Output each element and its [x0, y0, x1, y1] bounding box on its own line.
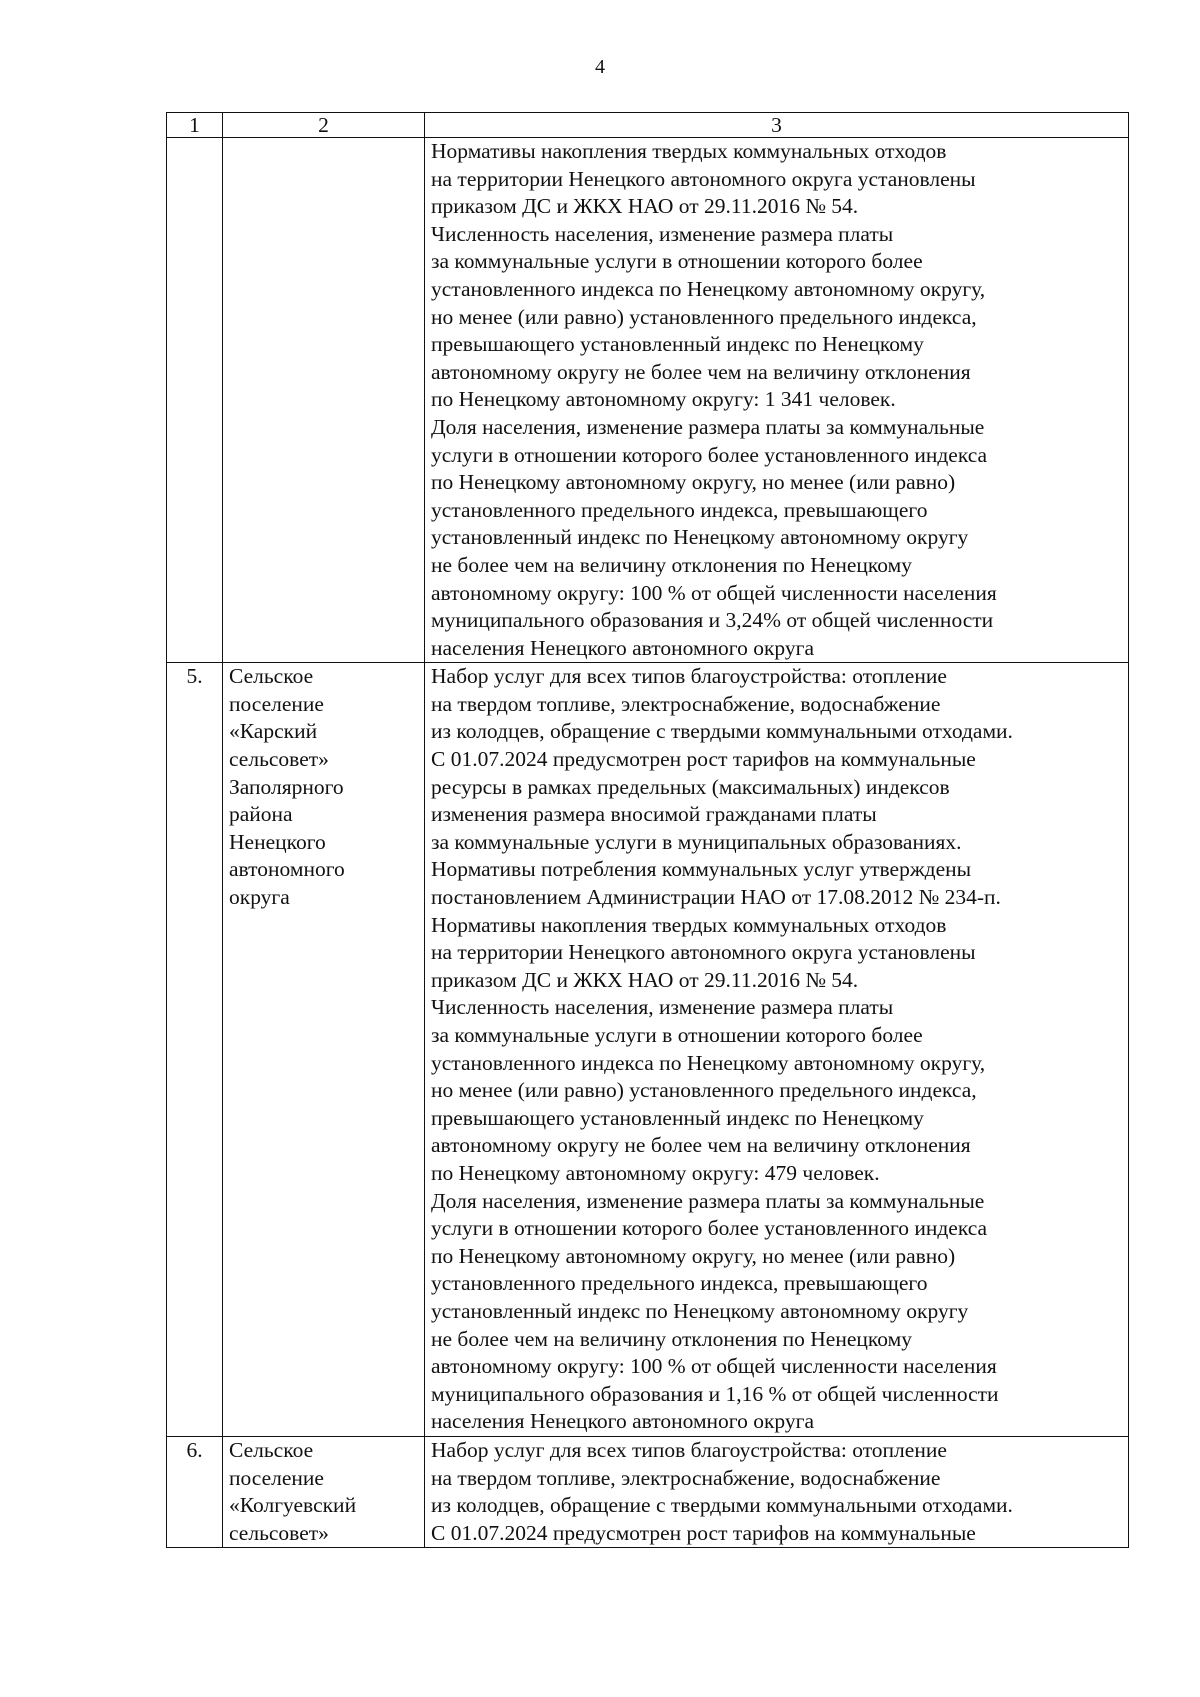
header-col-2: 2: [223, 113, 425, 138]
text-line: установленный индекс по Ненецкому автономному округу: [431, 525, 969, 550]
text-line: по Ненецкому автономному округу, но менее (или равно): [431, 470, 956, 495]
text-line: Численность населения, изменение размера платы: [431, 995, 894, 1020]
text-line: населения Ненецкого автономного округа: [431, 1409, 814, 1434]
name-line: «Карский: [229, 719, 318, 744]
text-line: Нормативы накопления твердых коммунальных отходов: [431, 139, 947, 163]
header-col-1: 1: [167, 113, 223, 138]
text-line: автономному округу не более чем на величину отклонения: [431, 359, 971, 384]
municipality-name: [223, 1436, 425, 1547]
name-line: Сельское: [229, 1437, 314, 1462]
text-line: на территории Ненецкого автономного округа установлены: [431, 940, 976, 965]
text-line: С 01.07.2024 предусмотрен рост тарифов на коммунальные: [431, 1520, 976, 1545]
text-line: изменения размера вносимой гражданами платы: [431, 802, 877, 827]
text-line: постановлением Администрации НАО от 17.08.2012 № 234-п.: [431, 885, 1001, 910]
text-line: муниципального образования и 3,24% от общей численности: [431, 608, 994, 633]
name-line: автономного: [229, 857, 345, 882]
text-line: Доля населения, изменение размера платы за коммунальные: [431, 1188, 985, 1213]
text-line: превышающего установленный индекс по Ненецкому: [431, 332, 924, 357]
table-row: [167, 663, 1129, 1437]
text-line: Набор услуг для всех типов благоустройства: отопление: [431, 1437, 947, 1462]
page-number: 4: [595, 56, 605, 78]
text-line: не более чем на величину отклонения по Ненецкому: [431, 552, 912, 577]
text-line: но менее (или равно) установленного предельного индекса,: [431, 304, 977, 329]
row-number: [167, 138, 223, 663]
text-line: на твердом топливе, электроснабжение, водоснабжение: [431, 1465, 941, 1490]
name-line: района: [229, 802, 293, 827]
text-line: на твердом топливе, электроснабжение, водоснабжение: [431, 691, 941, 716]
name-line: «Колгуевский: [229, 1493, 357, 1518]
municipality-name: [223, 138, 425, 663]
name-line: поселение: [229, 1465, 324, 1490]
text-line: приказом ДС и ЖКХ НАО от 29.11.2016 № 54.: [431, 967, 859, 992]
text-line: Доля населения, изменение размера платы за коммунальные: [431, 414, 985, 439]
text-line: не более чем на величину отклонения по Ненецкому: [431, 1326, 912, 1351]
text-line: услуги в отношении которого более установленного индекса: [431, 1216, 988, 1241]
text-line: Нормативы накопления твердых коммунальных отходов: [431, 912, 947, 937]
row-description: [425, 1436, 1129, 1547]
text-line: услуги в отношении которого более установленного индекса: [431, 442, 988, 467]
text-line: из колодцев, обращение с твердыми коммунальными отходами.: [431, 1493, 1013, 1518]
text-line: Нормативы потребления коммунальных услуг утверждены: [431, 857, 972, 882]
text-line: ресурсы в рамках предельных (максимальных) индексов: [431, 774, 950, 799]
text-line: приказом ДС и ЖКХ НАО от 29.11.2016 № 54.: [431, 194, 859, 219]
text-line: по Ненецкому автономному округу: 1 341 человек.: [431, 387, 896, 412]
municipality-name: [223, 663, 425, 1437]
text-line: установленный индекс по Ненецкому автономному округу: [431, 1298, 969, 1323]
text-line: за коммунальные услуги в муниципальных образованиях.: [431, 829, 962, 854]
text-line: населения Ненецкого автономного округа: [431, 635, 814, 660]
table-row: [167, 1436, 1129, 1547]
text-line: превышающего установленный индекс по Ненецкому: [431, 1105, 924, 1130]
text-line: автономному округу не более чем на величину отклонения: [431, 1133, 971, 1158]
text-line: за коммунальные услуги в отношении которого более: [431, 1023, 923, 1047]
text-line: установленного индекса по Ненецкому автономному округу,: [431, 1050, 986, 1075]
text-line: на территории Ненецкого автономного округа установлены: [431, 166, 976, 191]
name-line: Сельское: [229, 664, 314, 689]
text-line: по Ненецкому автономному округу, но менее (или равно): [431, 1243, 956, 1268]
row-number: 6.: [167, 1436, 223, 1547]
tariff-table: [166, 112, 1129, 1548]
name-line: округа: [229, 885, 290, 910]
text-line: автономному округу: 100 % от общей численности населения: [431, 580, 997, 605]
table-row: [167, 138, 1129, 663]
name-line: поселение: [229, 691, 324, 716]
text-line: установленного предельного индекса, превышающего: [431, 497, 928, 522]
row-description: [425, 663, 1129, 1437]
header-col-3: 3: [425, 113, 1129, 138]
text-line: установленного индекса по Ненецкому автономному округу,: [431, 276, 986, 301]
text-line: Набор услуг для всех типов благоустройства: отопление: [431, 664, 947, 689]
table-header-row: [167, 113, 1129, 138]
name-line: Ненецкого: [229, 829, 326, 854]
text-line: Численность населения, изменение размера платы: [431, 221, 894, 246]
text-line: по Ненецкому автономному округу: 479 человек.: [431, 1160, 880, 1185]
name-line: сельсовет»: [229, 747, 329, 772]
text-line: установленного предельного индекса, превышающего: [431, 1271, 928, 1296]
row-description: [425, 138, 1129, 663]
text-line: из колодцев, обращение с твердыми коммунальными отходами.: [431, 719, 1013, 744]
text-line: С 01.07.2024 предусмотрен рост тарифов на коммунальные: [431, 747, 976, 772]
text-line: но менее (или равно) установленного предельного индекса,: [431, 1078, 977, 1103]
row-number: 5.: [167, 663, 223, 1437]
name-line: сельсовет»: [229, 1520, 329, 1545]
text-line: автономному округу: 100 % от общей численности населения: [431, 1354, 997, 1379]
name-line: Заполярного: [229, 774, 344, 799]
text-line: муниципального образования и 1,16 % от общей численности: [431, 1381, 999, 1406]
text-line: за коммунальные услуги в отношении которого более: [431, 249, 923, 274]
